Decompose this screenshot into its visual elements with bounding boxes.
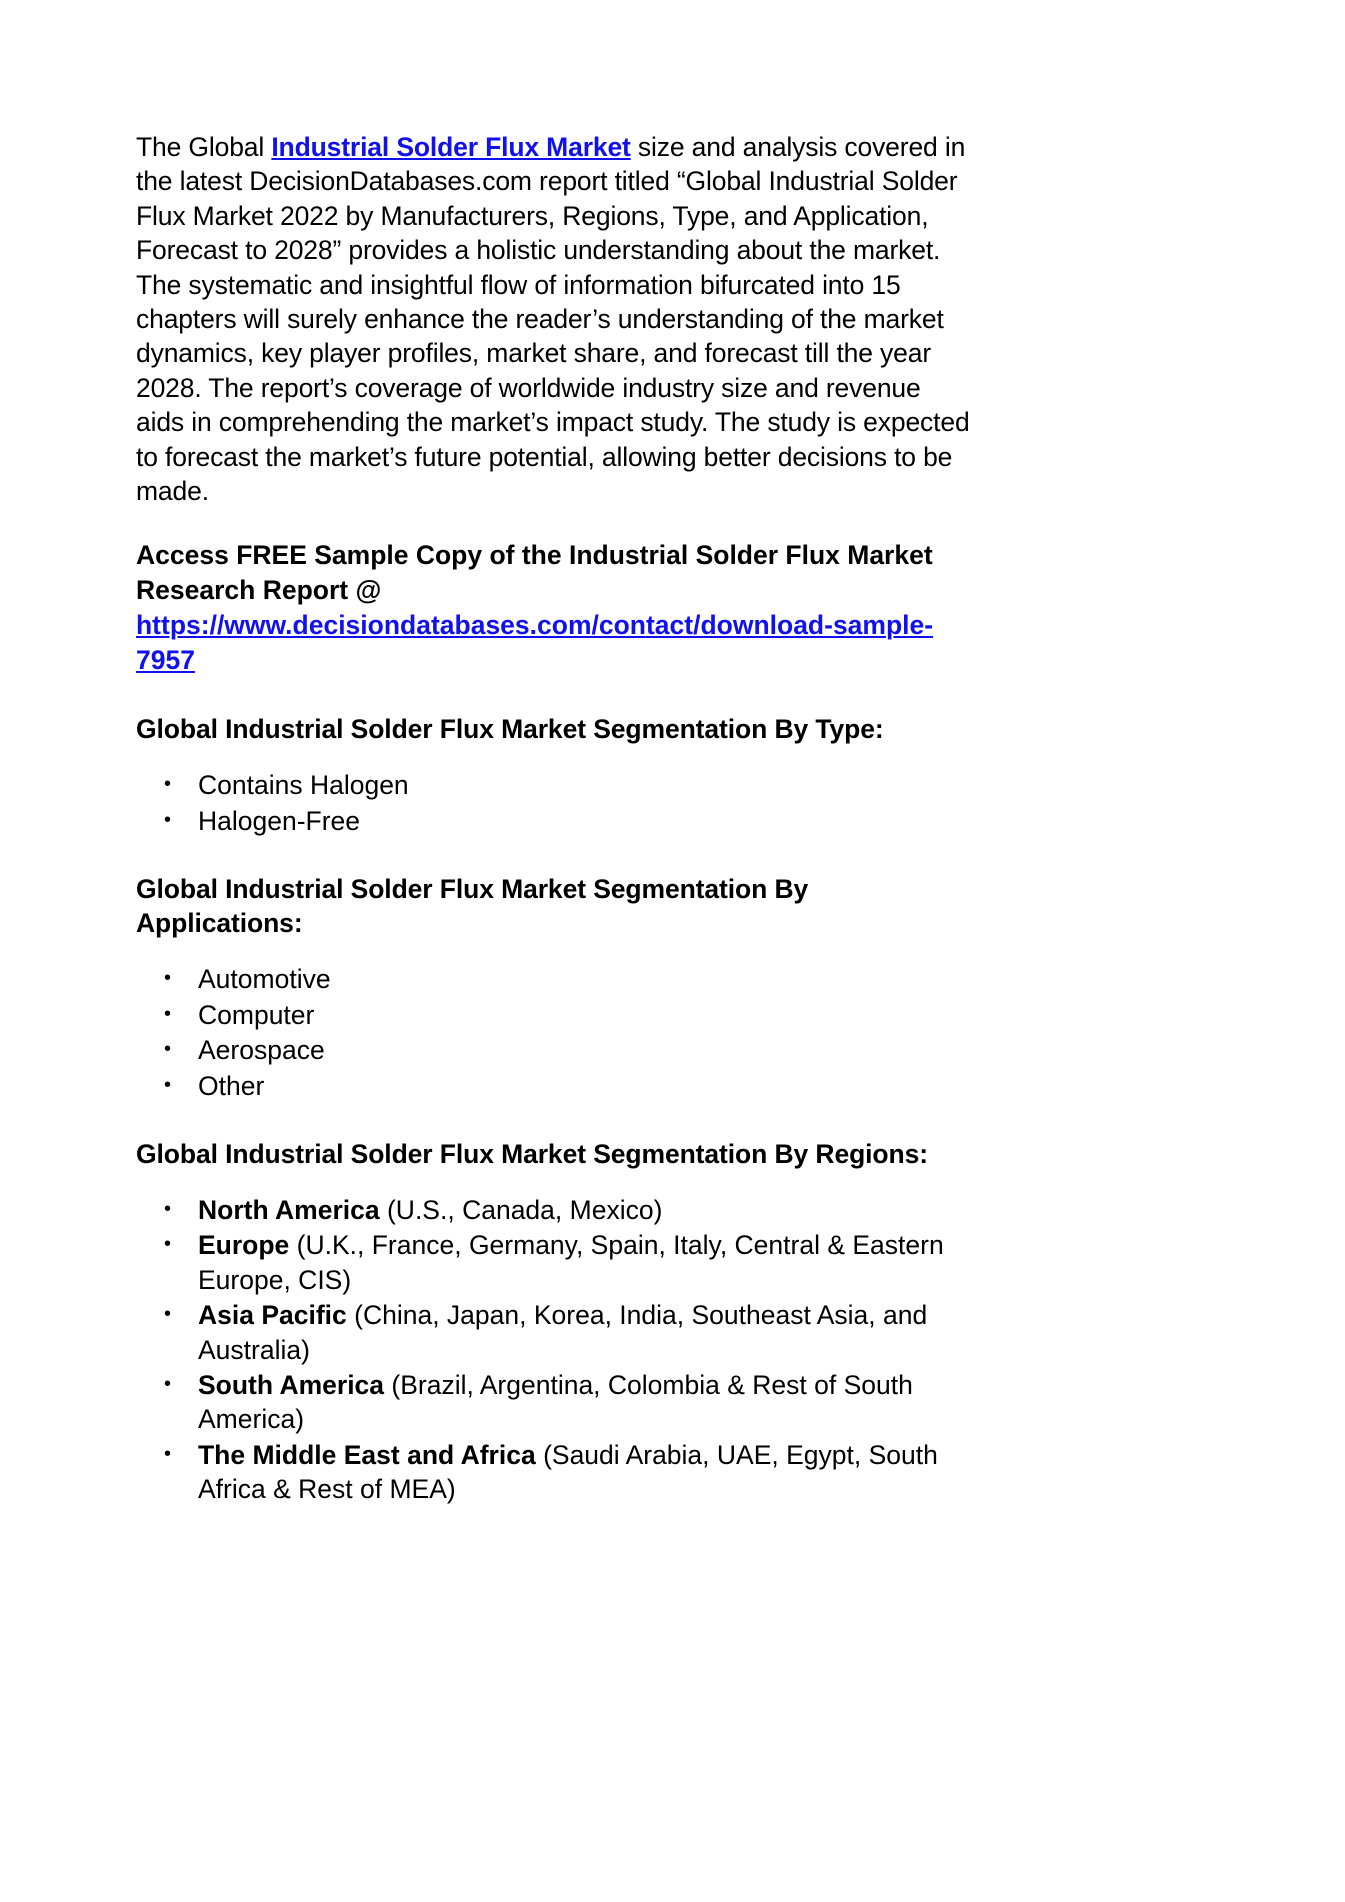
- list-item: [136, 1368, 970, 1437]
- region-name: The Middle East and Africa: [198, 1439, 536, 1470]
- intro-rest-text: size and analysis covered in the latest DecisionDatabases.com report titled “Global Industrial Solder Flux Market 2022 by Manufacturers, Regions, Type, and Application, Forecast to 2028” provides a holistic understanding about the market. The systematic and insightful flow of information bifurcated into 15 chapters will surely enhance the reader’s understanding of the market dynamics, key player profiles, market share, and forecast till the year 2028. The report’s coverage of worldwide industry size and revenue aids in comprehending the market’s impact study. The study is expected to forecast the market’s future potential, allowing better decisions to be made.: [136, 132, 970, 507]
- list-item: • Computer: [136, 998, 970, 1032]
- list-item: • Automotive: [136, 962, 970, 996]
- industrial-solder-flux-market-link[interactable]: Industrial Solder Flux Market: [271, 132, 631, 162]
- intro-paragraph: [136, 130, 970, 508]
- segmentation-applications-list: [136, 962, 970, 1103]
- region-detail: (Saudi Arabia, UAE, Egypt, South Africa & Rest of MEA): [198, 1439, 938, 1505]
- list-item: • Halogen-Free: [136, 804, 970, 838]
- region-detail: (China, Japan, Korea, India, Southeast Asia, and Australia): [198, 1300, 928, 1365]
- list-item: • Contains Halogen: [136, 768, 970, 802]
- segmentation-type-heading: Global Industrial Solder Flux Market Segmentation By Type:: [136, 714, 884, 745]
- list-item: [136, 1438, 970, 1507]
- access-sample-paragraph: [136, 538, 970, 678]
- region-name: South America: [198, 1369, 385, 1400]
- list-item: • Other: [136, 1069, 970, 1103]
- segmentation-applications-heading: Global Industrial Solder Flux Market Segmentation By Applications:: [136, 874, 809, 939]
- region-name: North America: [198, 1194, 380, 1225]
- region-detail: (U.K., France, Germany, Spain, Italy, Central & Eastern Europe, CIS): [198, 1230, 944, 1295]
- download-sample-link[interactable]: https://www.decisiondatabases.com/contact/download-sample-7957: [136, 610, 934, 676]
- document-body: [136, 130, 970, 1507]
- segmentation-regions-list: [136, 1193, 970, 1507]
- list-item: [136, 1298, 970, 1367]
- list-item: • Aerospace: [136, 1033, 970, 1067]
- list-item: [136, 1193, 970, 1227]
- region-detail: (U.S., Canada, Mexico): [379, 1194, 663, 1225]
- region-detail: (Brazil, Argentina, Colombia & Rest of South America): [198, 1369, 913, 1435]
- segmentation-type-list: [136, 768, 970, 838]
- region-name: Asia Pacific: [198, 1300, 347, 1331]
- region-name: Europe: [198, 1230, 290, 1261]
- segmentation-regions-heading: Global Industrial Solder Flux Market Segmentation By Regions:: [136, 1138, 928, 1169]
- access-sample-label: Access FREE Sample Copy of the Industrial Solder Flux Market Research Report @: [136, 540, 933, 606]
- list-item: [136, 1228, 970, 1297]
- intro-lead-text: The Global: [136, 132, 272, 162]
